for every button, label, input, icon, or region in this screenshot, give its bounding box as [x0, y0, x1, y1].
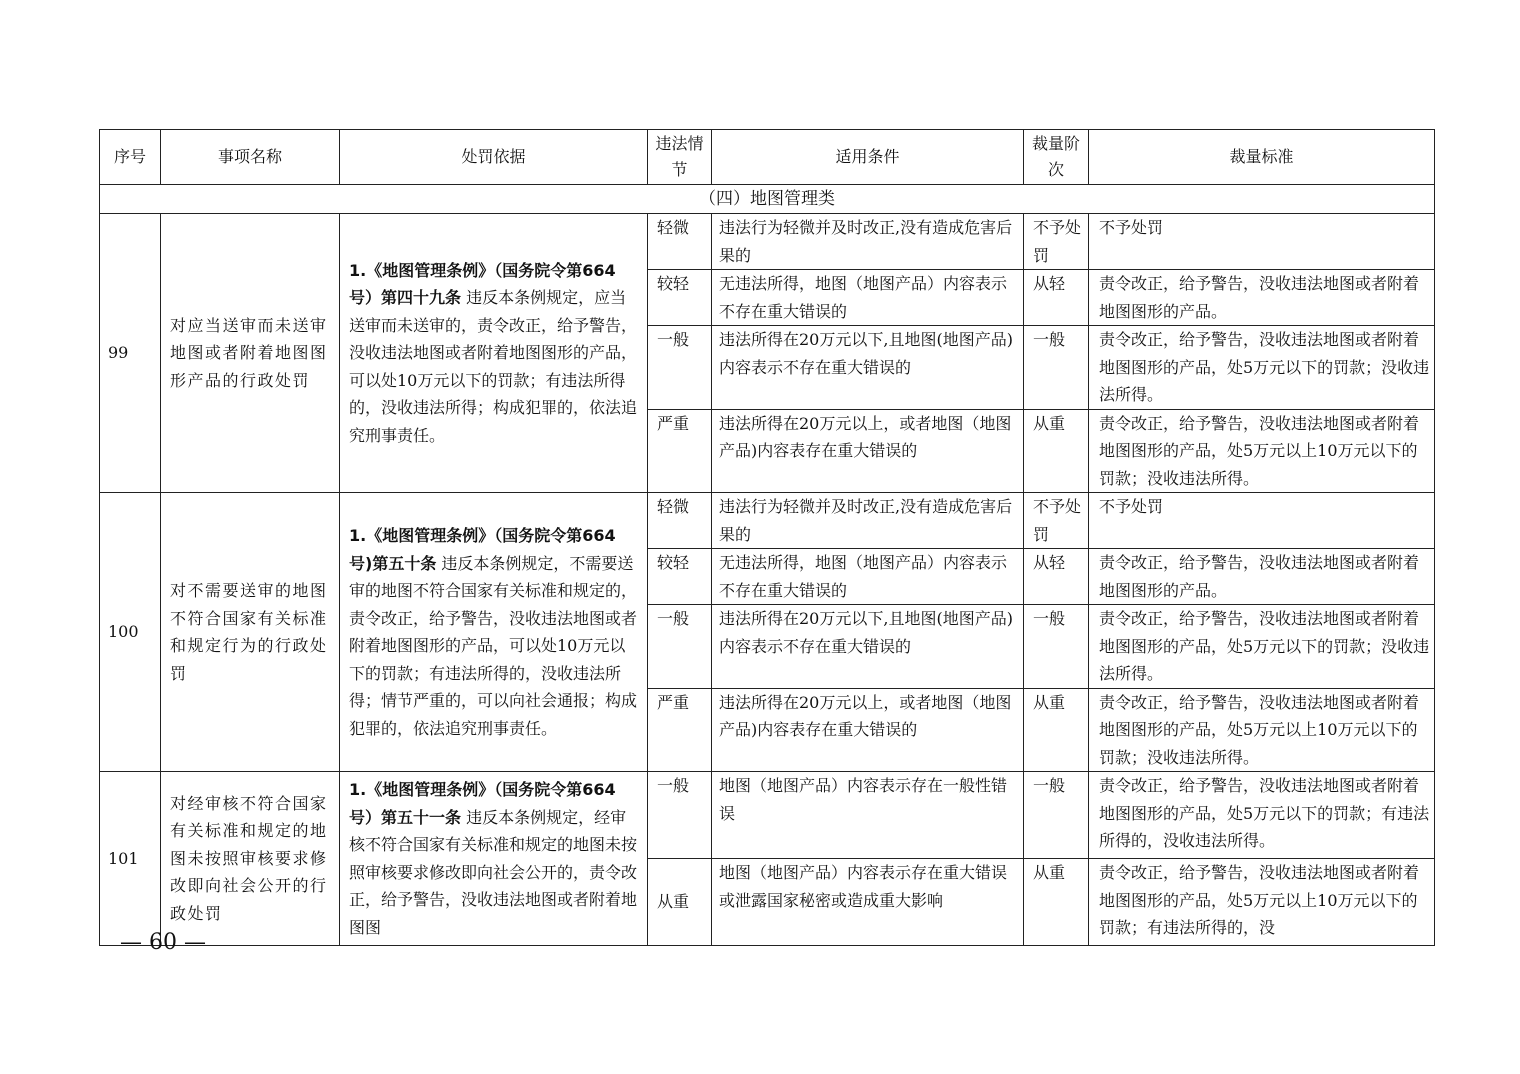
condition-cell: 无违法所得，地图（地图产品）内容表示不存在重大错误的 — [712, 270, 1024, 326]
standard-cell: 责令改正，给予警告，没收违法地图或者附着地图图形的产品，处5万元以上10万元以下的罚款；有违法所得的，没 — [1089, 859, 1435, 946]
plot-cell: 一般 — [648, 772, 712, 859]
level-cell: 从重 — [1024, 409, 1089, 493]
condition-cell: 地图（地图产品）内容表示存在一般性错误 — [712, 772, 1024, 859]
plot-cell: 轻微 — [648, 214, 712, 270]
condition-cell: 违法所得在20万元以下,且地图(地图产品)内容表示不存在重大错误的 — [712, 326, 1024, 410]
header-plot: 违法情节 — [648, 130, 712, 185]
basis-text: 违反本条例规定，应当送审而未送审的，责令改正，给予警告，没收违法地图或者附着地图图形的产品，可以处10万元以下的罚款；有违法所得的，没收违法所得；构成犯罪的，依法追究刑事责任。 — [349, 288, 638, 445]
plot-cell: 轻微 — [648, 493, 712, 549]
standard-cell: 责令改正，给予警告，没收违法地图或者附着地图图形的产品，处5万元以下的罚款；有违法所得的，没收违法所得。 — [1089, 772, 1435, 859]
standard-cell: 责令改正，给予警告，没收违法地图或者附着地图图形的产品。 — [1089, 270, 1435, 326]
entry-name: 对经审核不符合国家有关标准和规定的地图未按照审核要求修改即向社会公开的行政处罚 — [161, 772, 340, 946]
table-header-row — [100, 130, 1435, 185]
level-cell: 一般 — [1024, 772, 1089, 859]
standard-cell: 责令改正，给予警告，没收违法地图或者附着地图图形的产品，处5万元以下的罚款；没收违法所得。 — [1089, 326, 1435, 410]
standard-cell: 不予处罚 — [1089, 214, 1435, 270]
condition-cell: 违法行为轻微并及时改正,没有造成危害后果的 — [712, 214, 1024, 270]
level-cell: 从轻 — [1024, 270, 1089, 326]
section-row — [100, 185, 1435, 214]
standard-cell: 责令改正，给予警告，没收违法地图或者附着地图图形的产品，处5万元以下的罚款；没收违法所得。 — [1089, 605, 1435, 689]
plot-cell: 一般 — [648, 326, 712, 410]
entry-basis — [340, 772, 648, 946]
basis-text: 违反本条例规定，经审核不符合国家有关标准和规定的地图未按照审核要求修改即向社会公开的，责令改正，给予警告，没收违法地图或者附着地图图 — [349, 807, 638, 937]
plot-cell: 严重 — [648, 409, 712, 493]
plot-cell: 一般 — [648, 605, 712, 689]
entry-name: 对应当送审而未送审地图或者附着地图图形产品的行政处罚 — [161, 214, 340, 493]
header-condition: 适用条件 — [712, 130, 1024, 185]
header-standard: 裁量标准 — [1089, 130, 1435, 185]
table-row — [100, 214, 1435, 270]
plot-cell: 严重 — [648, 688, 712, 772]
level-cell: 一般 — [1024, 326, 1089, 410]
header-basis: 处罚依据 — [340, 130, 648, 185]
condition-cell: 地图（地图产品）内容表示存在重大错误或泄露国家秘密或造成重大影响 — [712, 859, 1024, 946]
condition-cell: 无违法所得，地图（地图产品）内容表示不存在重大错误的 — [712, 549, 1024, 605]
table-row — [100, 493, 1435, 549]
table-row — [100, 772, 1435, 859]
level-cell: 从轻 — [1024, 549, 1089, 605]
level-cell: 从重 — [1024, 859, 1089, 946]
condition-cell: 违法所得在20万元以下,且地图(地图产品)内容表示不存在重大错误的 — [712, 605, 1024, 689]
basis-text: 违反本条例规定，不需要送审的地图不符合国家有关标准和规定的，责令改正，给予警告，没收违法地图或者附着地图图形的产品，可以处10万元以下的罚款；有违法所得的，没收违法所得；情节严重的，可以向社会通报；构成犯罪的，依法追究刑事责任。 — [349, 553, 638, 738]
basis-title: 1.《地图管理条例》（国务院令第664号）第四十九条 — [349, 260, 616, 308]
level-cell: 从重 — [1024, 688, 1089, 772]
page-number: — 60 — — [120, 930, 206, 955]
entry-number: 100 — [100, 493, 161, 772]
entry-number: 101 — [100, 772, 161, 946]
basis-title: 1.《地图管理条例》（国务院令第664号)第五十条 — [349, 526, 616, 573]
entry-number: 99 — [100, 214, 161, 493]
plot-cell: 从重 — [648, 859, 712, 946]
entry-basis — [340, 493, 648, 772]
level-cell: 一般 — [1024, 605, 1089, 689]
standard-cell: 责令改正，给予警告，没收违法地图或者附着地图图形的产品，处5万元以上10万元以下的罚款；没收违法所得。 — [1089, 409, 1435, 493]
section-title: （四）地图管理类 — [100, 185, 1435, 214]
standard-cell: 责令改正，给予警告，没收违法地图或者附着地图图形的产品。 — [1089, 549, 1435, 605]
standard-cell: 责令改正，给予警告，没收违法地图或者附着地图图形的产品，处5万元以上10万元以下的罚款；没收违法所得。 — [1089, 688, 1435, 772]
condition-cell: 违法所得在20万元以上，或者地图（地图产品)内容表存在重大错误的 — [712, 688, 1024, 772]
discretion-table — [99, 129, 1435, 946]
header-name: 事项名称 — [161, 130, 340, 185]
basis-title: 1.《地图管理条例》（国务院令第664号）第五十一条 — [349, 780, 616, 827]
condition-cell: 违法所得在20万元以上，或者地图（地图产品)内容表存在重大错误的 — [712, 409, 1024, 493]
plot-cell: 较轻 — [648, 270, 712, 326]
header-no: 序号 — [100, 130, 161, 185]
entry-name: 对不需要送审的地图不符合国家有关标准和规定行为的行政处罚 — [161, 493, 340, 772]
entry-basis — [340, 214, 648, 493]
condition-cell: 违法行为轻微并及时改正,没有造成危害后果的 — [712, 493, 1024, 549]
level-cell: 不予处罚 — [1024, 214, 1089, 270]
header-level: 裁量阶次 — [1024, 130, 1089, 185]
level-cell: 不予处罚 — [1024, 493, 1089, 549]
plot-cell: 较轻 — [648, 549, 712, 605]
standard-cell: 不予处罚 — [1089, 493, 1435, 549]
